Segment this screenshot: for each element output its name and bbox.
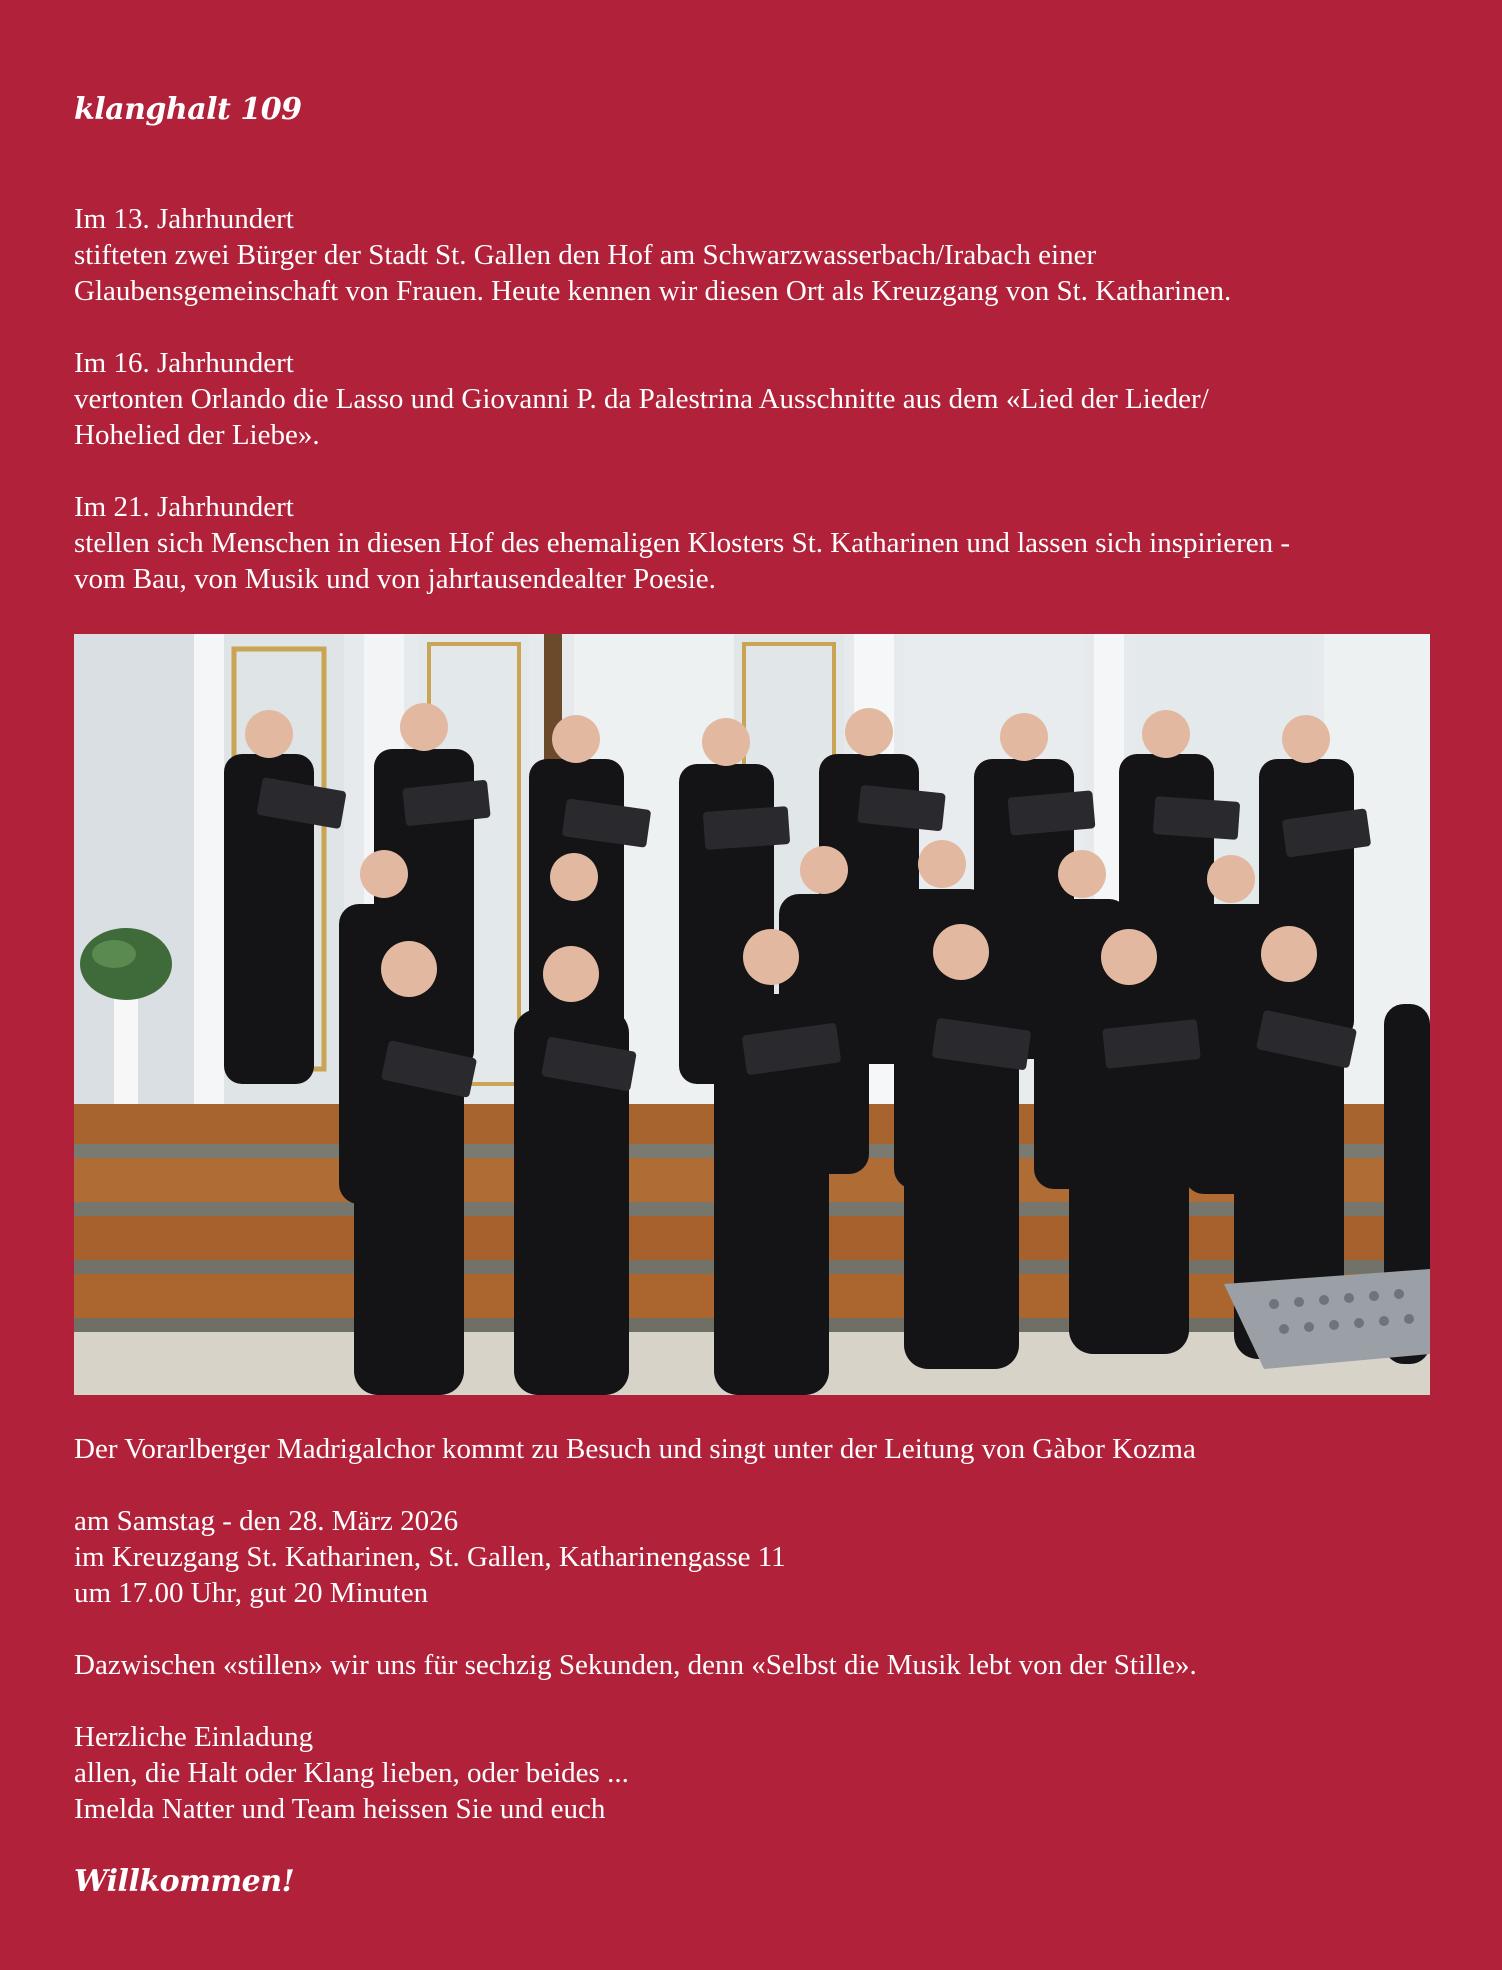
history-text-line: vertonten Orlando die Lasso und Giovanni P. da Palestrina Ausschnitte aus dem «Lied der Lieder/: [74, 383, 1209, 415]
choir-photo-illustration: [74, 634, 1430, 1395]
choir-photo: [74, 634, 1430, 1395]
event-intro: Der Vorarlberger Madrigalchor kommt zu Besuch und singt unter der Leitung von Gàbor Kozma: [74, 1433, 1196, 1465]
history-block-16th-century: [74, 345, 1430, 453]
history-text-line: Hohelied der Liebe».: [74, 419, 320, 451]
event-date: am Samstag - den 28. März 2026: [74, 1505, 459, 1537]
invitation-line: Imelda Natter und Team heissen Sie und euch: [74, 1793, 606, 1825]
history-text-line: stifteten zwei Bürger der Stadt St. Gallen den Hof am Schwarzwasserbach/Irabach einer: [74, 239, 1097, 271]
event-section: [74, 1431, 1430, 1827]
history-heading: Im 21. Jahrhundert: [74, 491, 294, 523]
history-block-21st-century: [74, 489, 1430, 597]
history-text-line: stellen sich Menschen in diesen Hof des ehemaligen Klosters St. Katharinen und lassen sich inspirieren -: [74, 527, 1291, 559]
history-section: [74, 201, 1430, 633]
event-time: um 17.00 Uhr, gut 20 Minuten: [74, 1577, 429, 1609]
closing-greeting: Willkommen!: [74, 1864, 295, 1899]
history-text-line: vom Bau, von Musik und von jahrtausendealter Poesie.: [74, 563, 716, 595]
invitation-heading: Herzliche Einladung: [74, 1721, 314, 1753]
event-place: im Kreuzgang St. Katharinen, St. Gallen, Katharinengasse 11: [74, 1541, 786, 1573]
history-heading: Im 13. Jahrhundert: [74, 203, 294, 235]
page-title: klanghalt 109: [74, 92, 302, 127]
history-text-line: Glaubensgemeinschaft von Frauen. Heute kennen wir diesen Ort als Kreuzgang von St. Katharinen.: [74, 275, 1232, 307]
history-block-13th-century: [74, 201, 1430, 309]
invitation-line: allen, die Halt oder Klang lieben, oder beides ...: [74, 1757, 629, 1789]
history-heading: Im 16. Jahrhundert: [74, 347, 294, 379]
silence-note: Dazwischen «stillen» wir uns für sechzig Sekunden, denn «Selbst die Musik lebt von der Stille».: [74, 1649, 1197, 1681]
